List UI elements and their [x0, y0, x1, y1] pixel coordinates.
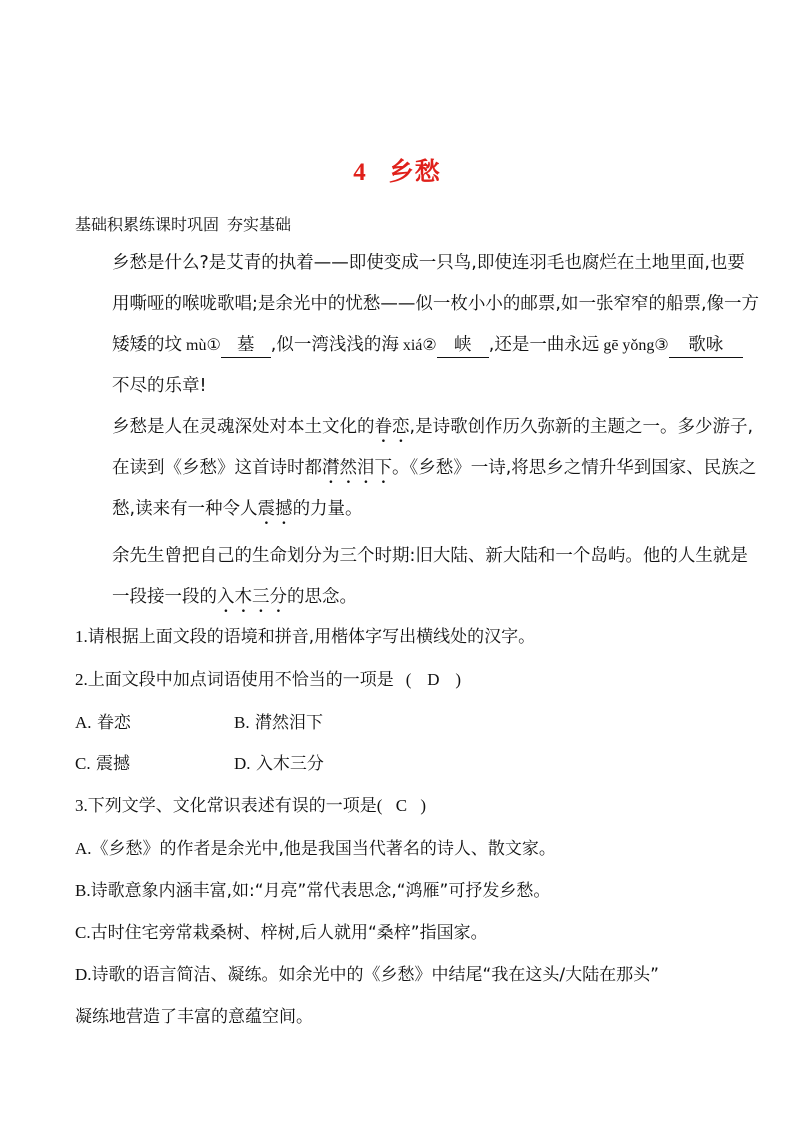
question-3-option-d-continued: 凝练地营造了丰富的意蕴空间。	[75, 1007, 313, 1027]
section-heading	[75, 212, 291, 235]
question-3: 3.下列文学、文化常识表述有误的一项是( C )	[75, 796, 427, 816]
question-3-option-d: D.诗歌的语言简洁、凝练。如余光中的《乡愁》中结尾“我在这头/大陆在那头”	[75, 965, 659, 985]
question-2-options-row-2	[75, 753, 324, 775]
pinyin-mu: mù①	[182, 337, 221, 354]
dotted-word-3: 震撼	[257, 499, 293, 519]
question-3-answer: C	[395, 796, 408, 815]
section-part2: 夯实基础	[227, 215, 292, 234]
dotted-word-1: 眷恋	[374, 417, 410, 437]
lesson-name: 乡愁	[388, 157, 441, 186]
option-b: B. 潸然泪下	[234, 713, 323, 733]
dotted-word-4: 入木三分	[217, 587, 287, 607]
pinyin-xia: xiá②	[398, 337, 437, 354]
question-3-option-a: A.《乡愁》的作者是余光中,他是我国当代著名的诗人、散文家。	[75, 839, 556, 859]
pinyin-geyong: gē yǒng③	[599, 337, 669, 354]
answer-blank-3: 歌咏	[669, 333, 743, 358]
question-2-options-row-1	[75, 712, 323, 734]
question-2-answer: D	[427, 670, 440, 689]
section-part1: 基础积累练课时巩固	[75, 215, 220, 234]
question-3-option-c: C.古时住宅旁常栽桑树、梓树,后人就用“桑梓”指国家。	[75, 923, 488, 943]
lesson-number: 4	[353, 159, 367, 186]
passage-paragraph-1: 乡愁是什么?是艾青的执着——即使变成一只鸟,即使连羽毛也腐烂在土地里面,也要用嘶哑的喉咙歌唱;是余光中的忧愁——似一枚小小的邮票,如一张窄窄的船票,像一方矮矮的坟 mù① 墓 ,似一湾浅浅的海 xiá② 峡 ,还是一曲永远 gē yǒng③ 歌咏不尽的乐章!	[112, 253, 760, 396]
dotted-word-2: 潸然泪下	[322, 458, 392, 478]
option-d: D. 入木三分	[234, 754, 324, 774]
passage-paragraph-2: 乡愁是人在灵魂深处对本土文化的眷恋,是诗歌创作历久弥新的主题之一。多少游子,在读到《乡愁》这首诗时都潸然泪下。《乡愁》一诗,将思乡之情升华到国家、民族之愁,读来有一种令人震撼的力量。	[112, 417, 757, 519]
answer-blank-2: 峡	[437, 333, 489, 358]
question-3-option-b: B.诗歌意象内涵丰富,如:“月亮”常代表思念,“鸿雁”可抒发乡愁。	[75, 881, 551, 901]
answer-blank-1: 墓	[221, 333, 271, 358]
question-2: 2.上面文段中加点词语使用不恰当的一项是 ( D )	[75, 670, 462, 690]
option-c: C. 震撼	[75, 754, 130, 774]
option-a: A. 眷恋	[75, 713, 131, 733]
lesson-title	[0, 152, 794, 188]
question-1: 1.请根据上面文段的语境和拼音,用楷体字写出横线处的汉字。	[75, 627, 536, 647]
passage-paragraph-3: 余先生曾把自己的生命划分为三个时期:旧大陆、新大陆和一个岛屿。他的人生就是一段接一段的入木三分的思念。	[112, 546, 748, 607]
